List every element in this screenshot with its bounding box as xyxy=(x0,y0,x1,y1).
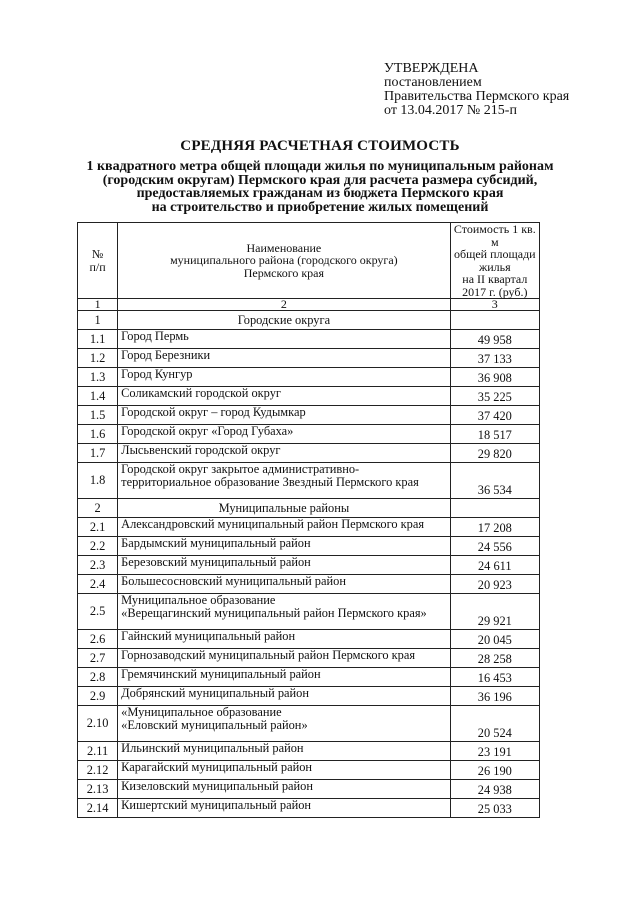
approval-line-3: Правительства Пермского края xyxy=(384,89,570,104)
row-number: 2.6 xyxy=(78,630,118,649)
row-value: 20 923 xyxy=(450,575,539,594)
subtitle-line: предоставляемых гражданам из бюджета Пермского края xyxy=(136,186,504,201)
row-name: Городской округ закрытое административно- территориальное образование Звездный Пермского края xyxy=(118,463,450,499)
row-number: 2.10 xyxy=(78,706,118,742)
table-row xyxy=(78,518,540,537)
table-row xyxy=(78,330,540,349)
row-name: Соликамский городской округ xyxy=(118,387,450,406)
row-name: Кишертский муниципальный район xyxy=(118,799,450,818)
table-row xyxy=(78,463,540,499)
row-number: 2.8 xyxy=(78,668,118,687)
approval-line-4: от 13.04.2017 № 215-п xyxy=(384,103,517,118)
row-value: 49 958 xyxy=(450,330,539,349)
table-row xyxy=(78,349,540,368)
table-row xyxy=(78,706,540,742)
table-row xyxy=(78,537,540,556)
row-number: 2.9 xyxy=(78,687,118,706)
row-name: Город Пермь xyxy=(118,330,450,349)
table-row xyxy=(78,368,540,387)
subtitle-line: (городским округам) Пермского края для расчета размера субсидий, xyxy=(102,172,538,188)
row-number: 2.13 xyxy=(78,780,118,799)
section-title: Городские округа xyxy=(118,311,450,330)
table-row xyxy=(78,668,540,687)
row-number: 1.2 xyxy=(78,349,118,368)
section-row xyxy=(78,311,540,330)
row-value: 35 225 xyxy=(450,387,539,406)
table-row xyxy=(78,575,540,594)
row-value: 24 611 xyxy=(450,556,539,575)
row-number: 1.8 xyxy=(78,463,118,499)
row-name: Кизеловский муниципальный район xyxy=(118,780,450,799)
row-name: Муниципальное образование «Верещагинский муниципальный район Пермского края» xyxy=(118,594,450,630)
approval-line-1: УТВЕРЖДЕНА xyxy=(384,61,479,76)
row-value: 23 191 xyxy=(450,742,539,761)
row-value: 29 820 xyxy=(450,444,539,463)
table-row xyxy=(78,556,540,575)
row-value: 29 921 xyxy=(450,594,539,630)
table-row xyxy=(78,387,540,406)
table-row xyxy=(78,594,540,630)
header-cost: Стоимость 1 кв. м общей площади жилья на II квартал 2017 г. (руб.) xyxy=(450,223,539,299)
row-name: Гайнский муниципальный район xyxy=(118,630,450,649)
row-value xyxy=(450,499,539,518)
row-value: 20 524 xyxy=(450,706,539,742)
row-number: 1.3 xyxy=(78,368,118,387)
row-name: Ильинский муниципальный район xyxy=(118,742,450,761)
row-number: 1.6 xyxy=(78,425,118,444)
row-number: 1.7 xyxy=(78,444,118,463)
row-value xyxy=(450,311,539,330)
document-subtitle xyxy=(0,160,640,214)
row-value: 20 045 xyxy=(450,630,539,649)
row-name: Горнозаводский муниципальный район Пермского края xyxy=(118,649,450,668)
row-value: 36 908 xyxy=(450,368,539,387)
row-number: 2 xyxy=(78,499,118,518)
row-name: «Муниципальное образование «Еловский муниципальный район» xyxy=(118,706,450,742)
row-value: 16 453 xyxy=(450,668,539,687)
row-value: 36 534 xyxy=(450,463,539,499)
approval-stamp xyxy=(384,62,569,118)
row-value: 36 196 xyxy=(450,687,539,706)
row-name: Березовский муниципальный район xyxy=(118,556,450,575)
table-row xyxy=(78,742,540,761)
table-row xyxy=(78,425,540,444)
table-row xyxy=(78,406,540,425)
table-row xyxy=(78,687,540,706)
section-row xyxy=(78,499,540,518)
approval-line-2: постановлением xyxy=(384,75,482,90)
subtitle-line: на строительство и приобретение жилых помещений xyxy=(151,199,489,215)
row-number: 2.7 xyxy=(78,649,118,668)
subtitle-line: 1 квадратного метра общей площади жилья по муниципальным районам xyxy=(86,159,554,174)
table-body xyxy=(78,311,540,818)
row-value: 18 517 xyxy=(450,425,539,444)
row-name: Большесосновский муниципальный район xyxy=(118,575,450,594)
document-title: СРЕДНЯЯ РАСЧЕТНАЯ СТОИМОСТЬ xyxy=(180,138,460,154)
column-number-label: 1 xyxy=(78,299,118,311)
row-value: 28 258 xyxy=(450,649,539,668)
table-row xyxy=(78,799,540,818)
row-name: Гремячинский муниципальный район xyxy=(118,668,450,687)
header-number: № п/п xyxy=(78,223,118,299)
row-number: 2.14 xyxy=(78,799,118,818)
table-row xyxy=(78,761,540,780)
row-value: 17 208 xyxy=(450,518,539,537)
row-name: Бардымский муниципальный район xyxy=(118,537,450,556)
row-number: 2.3 xyxy=(78,556,118,575)
column-number-label: 3 xyxy=(450,299,539,311)
row-number: 2.11 xyxy=(78,742,118,761)
row-number: 2.2 xyxy=(78,537,118,556)
row-name: Город Березники xyxy=(118,349,450,368)
row-number: 1.4 xyxy=(78,387,118,406)
row-name: Александровский муниципальный район Пермского края xyxy=(118,518,450,537)
row-value: 37 133 xyxy=(450,349,539,368)
row-name: Городской округ «Город Губаха» xyxy=(118,425,450,444)
row-value: 26 190 xyxy=(450,761,539,780)
row-number: 1 xyxy=(78,311,118,330)
row-number: 2.5 xyxy=(78,594,118,630)
section-title: Муниципальные районы xyxy=(118,499,450,518)
row-value: 24 556 xyxy=(450,537,539,556)
row-name: Лысьвенский городской округ xyxy=(118,444,450,463)
row-name: Городской округ – город Кудымкар xyxy=(118,406,450,425)
row-name: Карагайский муниципальный район xyxy=(118,761,450,780)
row-name: Добрянский муниципальный район xyxy=(118,687,450,706)
row-number: 1.5 xyxy=(78,406,118,425)
row-number: 1.1 xyxy=(78,330,118,349)
column-number-label: 2 xyxy=(118,299,450,311)
row-number: 2.12 xyxy=(78,761,118,780)
row-number: 2.1 xyxy=(78,518,118,537)
row-number: 2.4 xyxy=(78,575,118,594)
row-value: 37 420 xyxy=(450,406,539,425)
cost-table xyxy=(77,222,540,818)
table-row xyxy=(78,444,540,463)
row-value: 24 938 xyxy=(450,780,539,799)
header-name: Наименование муниципального района (городского округа) Пермского края xyxy=(118,223,450,299)
table-row xyxy=(78,630,540,649)
table-row xyxy=(78,649,540,668)
table-row xyxy=(78,780,540,799)
row-value: 25 033 xyxy=(450,799,539,818)
row-name: Город Кунгур xyxy=(118,368,450,387)
